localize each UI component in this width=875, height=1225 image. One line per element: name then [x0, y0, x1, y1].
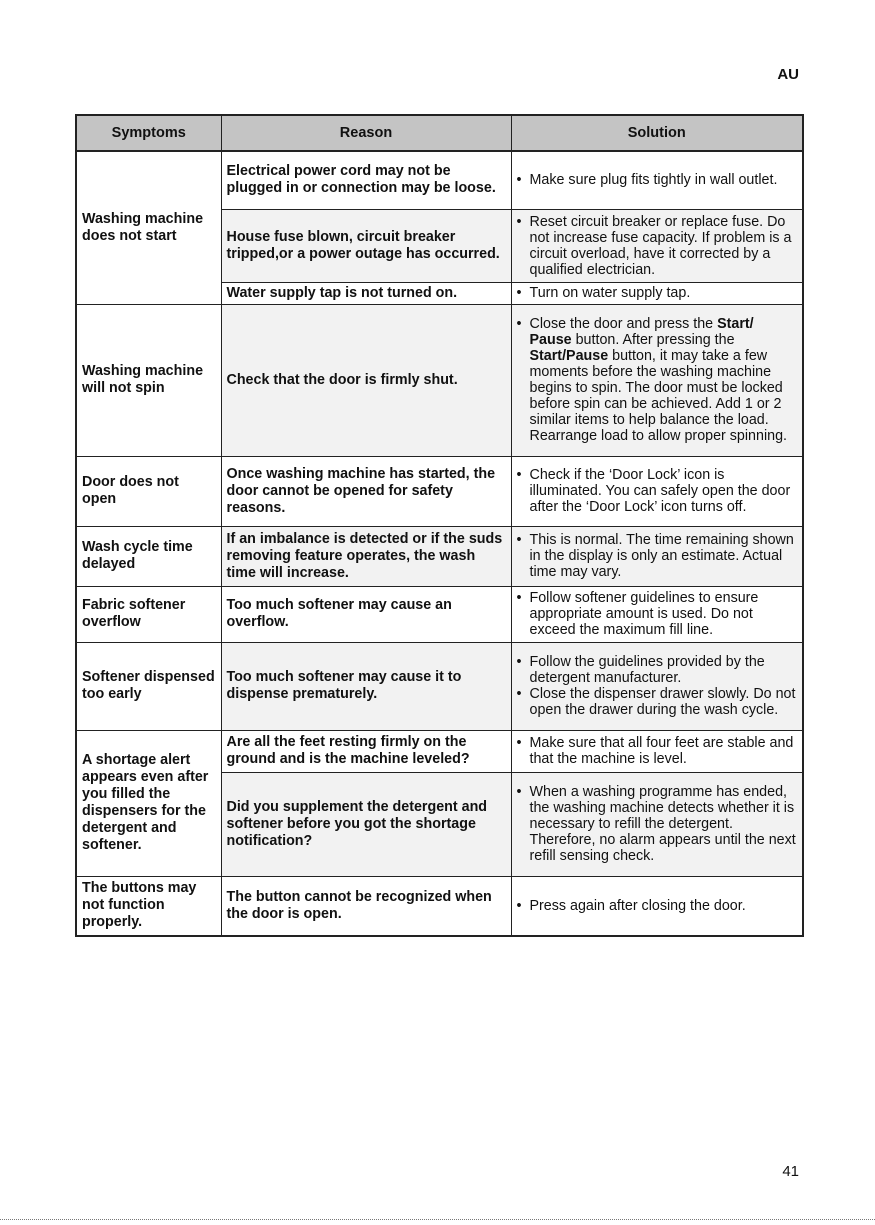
- solution-bullet: • Press again after closing the door.: [516, 898, 798, 914]
- troubleshooting-table: [75, 114, 804, 937]
- header-reason: Reason: [221, 115, 511, 151]
- region-label: AU: [777, 66, 799, 83]
- symptom-cell: Washing machine will not spin: [76, 304, 221, 456]
- solution-bullet: • Follow the guidelines provided by the detergent manufacturer.: [516, 654, 798, 686]
- header-symptoms: Symptoms: [76, 115, 221, 151]
- symptom-cell: Wash cycle time delayed: [76, 526, 221, 586]
- solution-cell: [511, 456, 803, 526]
- table-row: [76, 526, 803, 586]
- header-solution: Solution: [511, 115, 803, 151]
- solution-bullet: • When a washing programme has ended, the washing machine detects whether it is necessary to refill the detergent. Therefore, no alarm appears until the next refill sensing check.: [516, 784, 798, 864]
- symptom-cell: Door does not open: [76, 456, 221, 526]
- reason-cell: Are all the feet resting firmly on the ground and is the machine leveled?: [221, 730, 511, 772]
- solution-bullet: • Close the door and press the Start/ Pause button. After pressing the Start/Pause button, it may take a few moments before the washing machine begins to spin. The door must be locked before spin can be achieved. Add 1 or 2 similar items to help balance the load. Rearrange load to allow proper spinning.: [516, 316, 798, 444]
- symptom-cell: Fabric softener overflow: [76, 586, 221, 642]
- table-row: [76, 304, 803, 456]
- symptom-cell: Softener dispensed too early: [76, 642, 221, 730]
- reason-cell: If an imbalance is detected or if the suds removing feature operates, the wash time will increase.: [221, 526, 511, 586]
- solution-bullet: • Reset circuit breaker or replace fuse. Do not increase fuse capacity. If problem is a circuit overload, have it corrected by a qualified electrician.: [516, 214, 798, 278]
- reason-cell: Water supply tap is not turned on.: [221, 282, 511, 304]
- table-row: [76, 730, 803, 772]
- solution-cell: [511, 772, 803, 876]
- table-row: [76, 151, 803, 209]
- reason-cell: Too much softener may cause it to dispense prematurely.: [221, 642, 511, 730]
- table-row: [76, 456, 803, 526]
- solution-bullet: • This is normal. The time remaining shown in the display is only an estimate. Actual time may vary.: [516, 532, 798, 580]
- solution-cell: [511, 304, 803, 456]
- page-bottom-divider: [0, 1219, 875, 1220]
- table-row: [76, 642, 803, 730]
- solution-cell: [511, 151, 803, 209]
- symptom-cell: A shortage alert appears even after you filled the dispensers for the detergent and softener.: [76, 730, 221, 876]
- reason-cell: Once washing machine has started, the door cannot be opened for safety reasons.: [221, 456, 511, 526]
- reason-cell: Electrical power cord may not be plugged in or connection may be loose.: [221, 151, 511, 209]
- table-header-row: [76, 115, 803, 151]
- reason-cell: Did you supplement the detergent and softener before you got the shortage notification?: [221, 772, 511, 876]
- solution-cell: [511, 282, 803, 304]
- symptom-cell: The buttons may not function properly.: [76, 876, 221, 936]
- start-pause-label: Start/Pause: [529, 348, 609, 364]
- start-pause-label: Start/ Pause: [529, 316, 754, 348]
- solution-cell: [511, 876, 803, 936]
- solution-bullet: • Follow softener guidelines to ensure appropriate amount is used. Do not exceed the maximum fill line.: [516, 590, 798, 638]
- solution-bullet: • Close the dispenser drawer slowly. Do not open the drawer during the wash cycle.: [516, 686, 798, 718]
- solution-cell: [511, 526, 803, 586]
- solution-cell: [511, 209, 803, 282]
- solution-cell: [511, 730, 803, 772]
- symptom-cell: Washing machine does not start: [76, 151, 221, 304]
- solution-bullet: • Make sure that all four feet are stable and that the machine is level.: [516, 735, 798, 767]
- reason-cell: The button cannot be recognized when the door is open.: [221, 876, 511, 936]
- page-number: 41: [782, 1163, 799, 1180]
- solution-cell: [511, 586, 803, 642]
- solution-cell: [511, 642, 803, 730]
- solution-bullet: • Turn on water supply tap.: [516, 285, 798, 301]
- reason-cell: Check that the door is firmly shut.: [221, 304, 511, 456]
- table-row: [76, 876, 803, 936]
- reason-cell: Too much softener may cause an overflow.: [221, 586, 511, 642]
- reason-cell: House fuse blown, circuit breaker tripped,or a power outage has occurred.: [221, 209, 511, 282]
- table-row: [76, 586, 803, 642]
- solution-bullet: • Make sure plug fits tightly in wall outlet.: [516, 172, 798, 188]
- solution-bullet: • Check if the ‘Door Lock’ icon is illuminated. You can safely open the door after the ‘Door Lock’ icon turns off.: [516, 467, 798, 515]
